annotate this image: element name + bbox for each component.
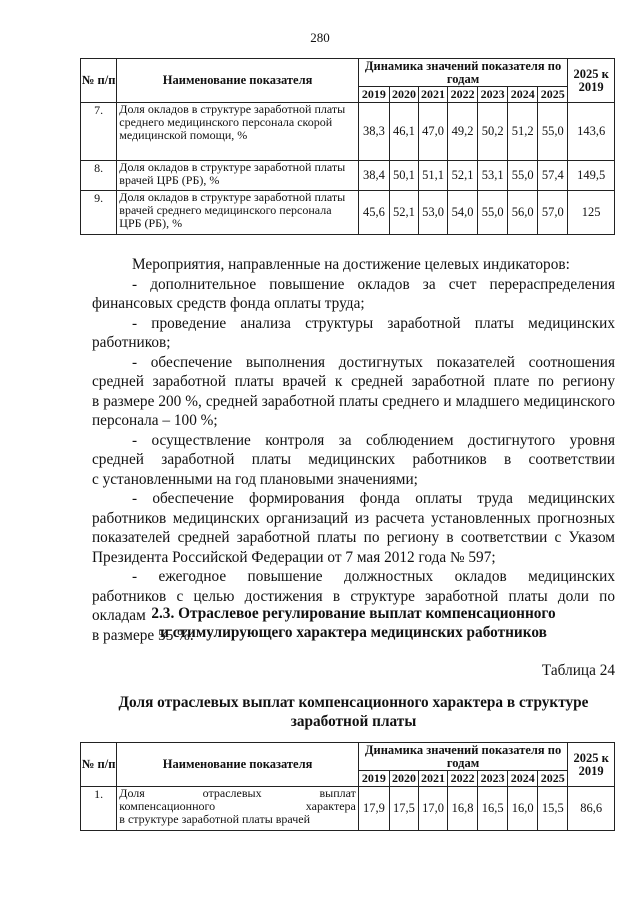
measure-line: - обеспечение выполнения достигнутых показателей соотношения	[132, 353, 615, 371]
measure-line: работников медицинских организаций из расчета установленных прогнозных	[92, 509, 615, 527]
measure-line: финансовых средств фонда оплаты труда;	[92, 295, 365, 312]
year-header: 2025	[538, 771, 568, 787]
cell-value: 17,9	[358, 787, 389, 831]
year-header: 2021	[419, 87, 448, 103]
row-name-line: в структуре заработной платы врачей	[119, 812, 311, 826]
cell-value: 16,5	[478, 787, 508, 831]
section-heading	[92, 604, 615, 642]
cell-value: 57,0	[538, 191, 568, 235]
section-heading-line: 2.3. Отраслевое регулирование выплат компенсационного	[151, 605, 556, 622]
table-compensation-payments	[80, 742, 615, 831]
table-row	[81, 191, 615, 235]
row-name-line: компенсационного характера	[119, 799, 356, 813]
measure-line: Президента Российской Федерации от 7 мая 2012 года № 597;	[92, 548, 496, 566]
table-title-line: заработной платы	[290, 713, 417, 730]
cell-value: 56,0	[508, 191, 538, 235]
cell-value: 15,5	[538, 787, 568, 831]
year-header: 2024	[508, 771, 538, 787]
cell-value: 55,0	[478, 191, 508, 235]
measure-line: - обеспечение формирования фонда оплаты труда медицинских	[132, 490, 615, 507]
cell-value: 57,4	[538, 161, 568, 191]
cell-value: 51,2	[508, 103, 538, 161]
cell-value: 17,0	[419, 787, 448, 831]
cell-value: 16,8	[448, 787, 478, 831]
measure-line: средней заработной платы медицинских работников в соответствии	[92, 451, 615, 468]
row-name: Доля окладов в структуре заработной платы врачей ЦРБ (РБ), %	[117, 161, 359, 191]
section-heading-line: и стимулирующего характера медицинских работников	[160, 624, 547, 641]
row-name	[117, 787, 359, 831]
year-header: 2024	[508, 87, 538, 103]
table-row	[81, 103, 615, 161]
measure-line: работников;	[92, 334, 171, 351]
cell-ratio: 149,5	[568, 161, 615, 191]
cell-value: 49,2	[448, 103, 478, 161]
measure-line: в размере 55 %.	[92, 626, 194, 644]
row-number: 8.	[81, 161, 117, 191]
cell-value: 38,3	[358, 103, 389, 161]
row-name: Доля окладов в структуре заработной платы среднего медицинского персонала скорой медицинской помощи, %	[117, 103, 359, 161]
measure-line: с установленными на год плановыми значениями;	[92, 470, 418, 488]
cell-value: 55,0	[508, 161, 538, 191]
table-title-line: Доля отраслевых выплат компенсационного характера в структуре	[118, 694, 589, 711]
cell-ratio: 86,6	[568, 787, 615, 831]
measure-line: в размере 200 %, средней заработной платы среднего и младшего медицинского	[92, 392, 615, 410]
cell-ratio: 143,6	[568, 103, 615, 161]
page-number: 280	[310, 30, 330, 45]
cell-value: 51,1	[419, 161, 448, 191]
header-dynamics: Динамика значений показателя по годам	[358, 59, 567, 87]
row-number: 1.	[81, 787, 117, 831]
table-doctor-salary-shares	[80, 58, 615, 235]
year-header: 2023	[478, 87, 508, 103]
row-name-line: Доля отраслевых выплат	[119, 786, 356, 800]
table-title	[92, 693, 615, 731]
cell-value: 52,1	[448, 161, 478, 191]
header-name: Наименование показателя	[117, 59, 359, 103]
year-header: 2022	[448, 87, 478, 103]
year-header: 2022	[448, 771, 478, 787]
cell-value: 38,4	[358, 161, 389, 191]
cell-value: 50,1	[389, 161, 418, 191]
year-header: 2021	[419, 771, 448, 787]
year-header: 2019	[358, 87, 389, 103]
header-num: № п/п	[81, 59, 117, 103]
row-name: Доля окладов в структуре заработной платы врачей среднего медицинского персонала ЦРБ (РБ), %	[117, 191, 359, 235]
measure-line: работников с целью достижения в структуре заработной платы доли по окладам	[92, 587, 615, 624]
row-number: 9.	[81, 191, 117, 235]
year-header: 2019	[358, 771, 389, 787]
cell-value: 47,0	[419, 103, 448, 161]
year-header: 2020	[389, 87, 418, 103]
year-header: 2020	[389, 771, 418, 787]
measure-line: - проведение анализа структуры заработной платы медицинских	[132, 314, 615, 332]
cell-value: 52,1	[389, 191, 418, 235]
cell-value: 46,1	[389, 103, 418, 161]
cell-value: 53,1	[478, 161, 508, 191]
cell-ratio: 125	[568, 191, 615, 235]
header-2025-vs-2019: 2025 к 2019	[568, 743, 615, 787]
table-label: Таблица 24	[541, 662, 615, 679]
table-row	[81, 161, 615, 191]
row-number: 7.	[81, 103, 117, 161]
cell-value: 50,2	[478, 103, 508, 161]
header-dynamics: Динамика значений показателя по годам	[358, 743, 567, 771]
header-2025-vs-2019: 2025 к 2019	[568, 59, 615, 103]
measure-line: - дополнительное повышение окладов за счет перераспределения	[132, 275, 615, 293]
cell-value: 53,0	[419, 191, 448, 235]
cell-value: 54,0	[448, 191, 478, 235]
measure-line: - осуществление контроля за соблюдением достигнутого уровня	[132, 431, 615, 449]
year-header: 2023	[478, 771, 508, 787]
measure-line: персонала – 100 %;	[92, 412, 218, 429]
cell-value: 17,5	[389, 787, 418, 831]
cell-value: 16,0	[508, 787, 538, 831]
header-name: Наименование показателя	[117, 743, 359, 787]
header-num: № п/п	[81, 743, 117, 787]
cell-value: 55,0	[538, 103, 568, 161]
measure-line: - ежегодное повышение должностных окладов медицинских	[132, 568, 615, 585]
measure-line: средней заработной платы врачей к средней заработной плате по региону	[92, 373, 615, 390]
measures-intro: Мероприятия, направленные на достижение целевых индикаторов:	[132, 256, 570, 273]
cell-value: 45,6	[358, 191, 389, 235]
measure-line: показателей средней заработной платы по региону в соответствии с Указом	[92, 529, 615, 546]
measures-text	[92, 255, 615, 645]
table-row	[81, 787, 615, 831]
year-header: 2025	[538, 87, 568, 103]
